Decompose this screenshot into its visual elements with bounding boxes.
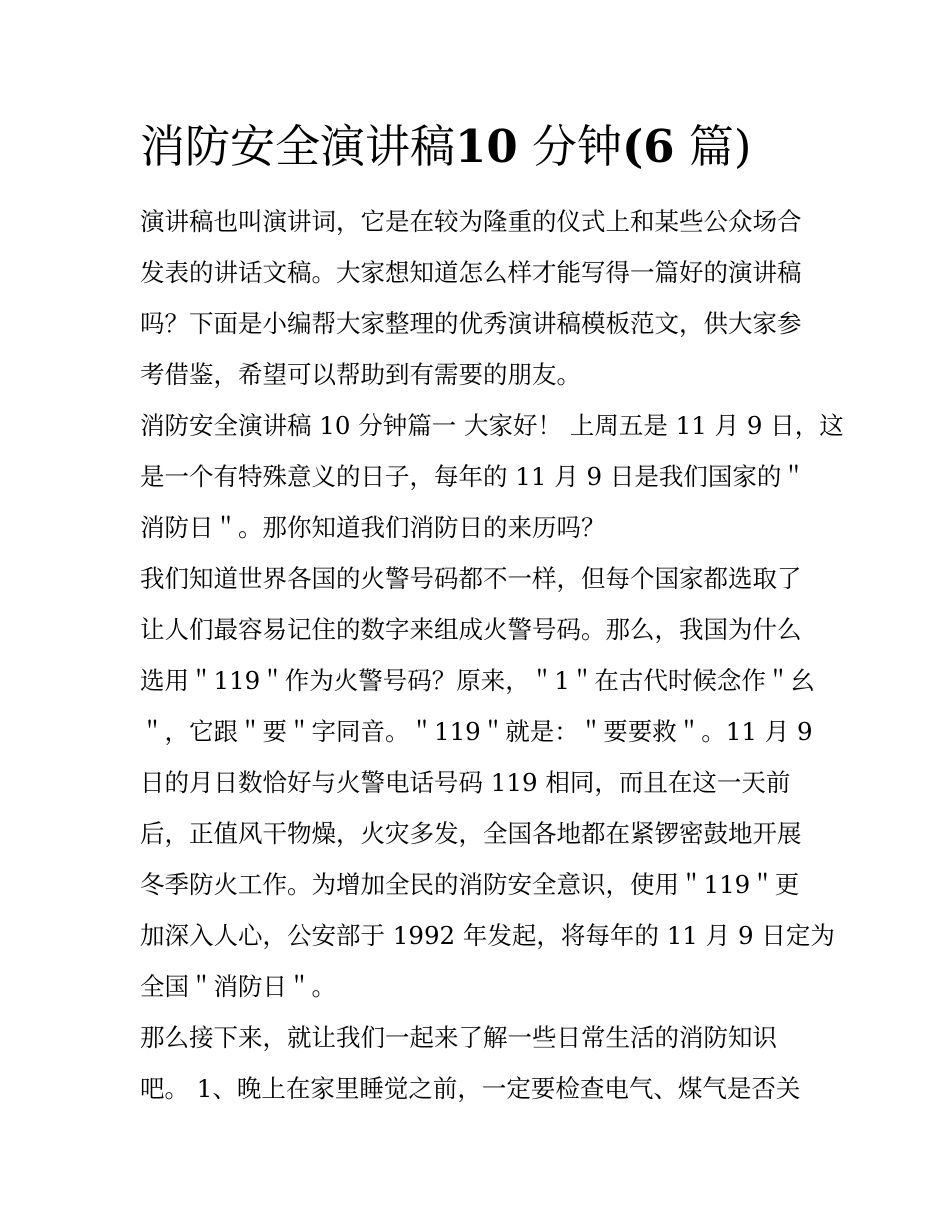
body-line-10: 选用＂119＂作为火警号码？原来，＂1＂在古代时候念作＂幺 — [140, 666, 815, 695]
body-line-9: 让人们最容易记住的数字来组成火警号码。那么，我国为什么 — [140, 615, 802, 644]
body-line-11: ＂，它跟＂要＂字同音。＂119＂就是：＂要要救＂。11 月 9 — [140, 717, 813, 746]
document-body — [140, 196, 844, 1114]
body-line-17: 那么接下来，就让我们一起来了解一些日常生活的消防知识 — [140, 1023, 777, 1052]
body-line-18: 吧。 1、晚上在家里睡觉之前，一定要检查电气、煤气是否关 — [140, 1074, 801, 1103]
title-text-3: 篇) — [688, 120, 752, 173]
body-line-3: 吗？下面是小编帮大家整理的优秀演讲稿模板范文，供大家参 — [140, 309, 802, 338]
document-title — [140, 116, 751, 178]
body-line-2: 发表的讲话文稿。大家想知道怎么样才能写得一篇好的演讲稿 — [140, 258, 802, 287]
body-line-4: 考借鉴，希望可以帮助到有需要的朋友。 — [140, 360, 581, 389]
title-number-10: 10 — [455, 120, 518, 173]
title-text-1: 消防安全演讲稿 — [140, 120, 456, 173]
body-line-13: 后，正值风干物燥，火灾多发，全国各地都在紧锣密鼓地开展 — [140, 819, 802, 848]
body-line-15: 加深入人心，公安部于 1992 年发起，将每年的 11 月 9 日定为 — [140, 921, 835, 950]
body-line-5: 消防安全演讲稿 10 分钟篇一 大家好！ 上周五是 11 月 9 日，这 — [140, 411, 844, 440]
body-line-8: 我们知道世界各国的火警号码都不一样，但每个国家都选取了 — [140, 564, 802, 593]
body-line-14: 冬季防火工作。为增加全民的消防安全意识，使用＂119＂更 — [140, 870, 800, 899]
title-text-2: 分钟 — [531, 120, 622, 173]
body-line-16: 全国＂消防日＂。 — [140, 972, 336, 1001]
body-line-1: 演讲稿也叫演讲词，它是在较为隆重的仪式上和某些公众场合 — [140, 207, 802, 236]
body-line-12: 日的月日数恰好与火警电话号码 119 相同，而且在这一天前 — [140, 768, 791, 797]
body-line-6: 是一个有特殊意义的日子，每年的 11 月 9 日是我们国家的＂ — [140, 462, 806, 491]
body-line-7: 消防日＂。那你知道我们消防日的来历吗？ — [140, 513, 606, 542]
title-count: (6 — [621, 120, 675, 173]
